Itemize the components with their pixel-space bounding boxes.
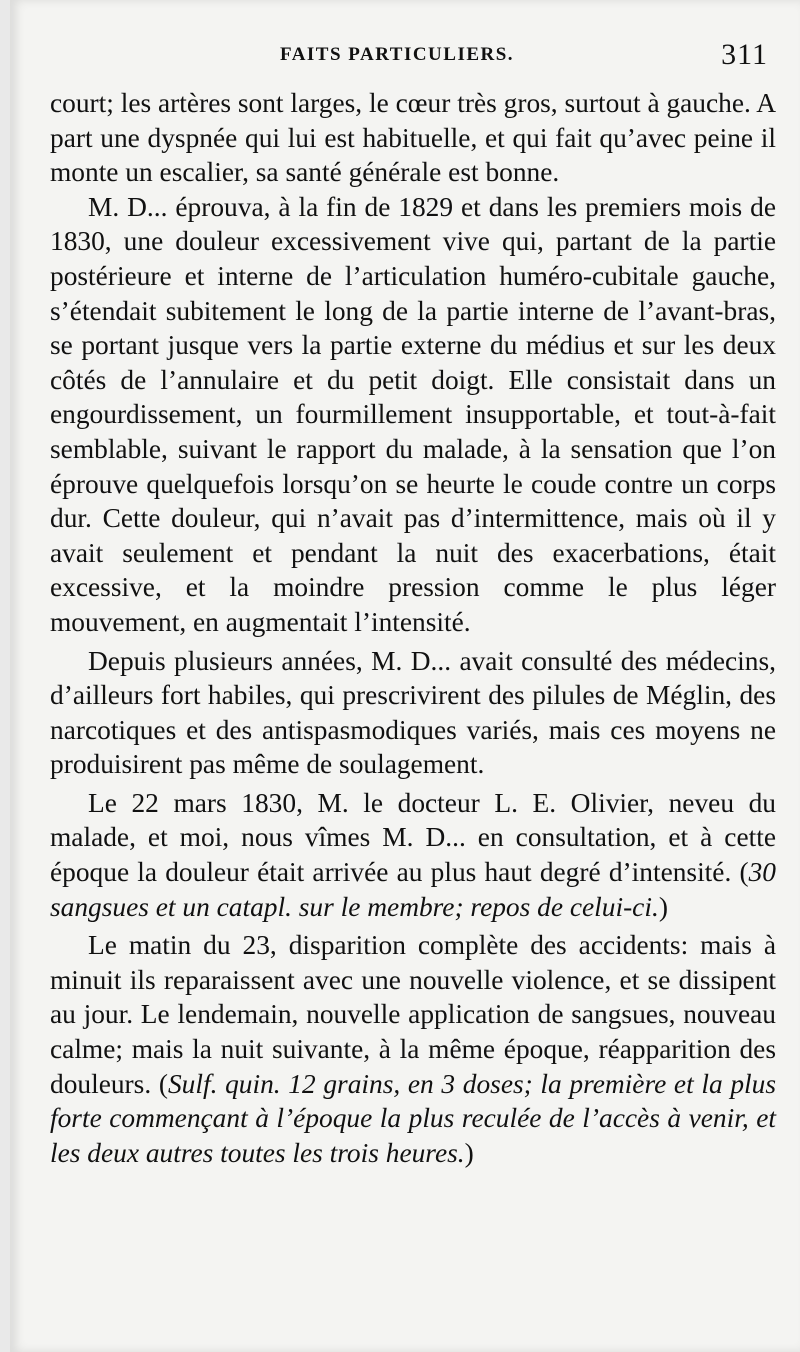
paragraph: Le matin du 23, disparition complète des accidents: mais à minuit ils reparaissent avec une nouvelle violence, et se dissipent au jour. Le lendemain, nouvelle application de sangsues, nouveau calme; mais la nuit suivante, à la même époque, réapparition des douleurs. (Sulf. quin. 12 grains, en 3 doses; la première et la plus forte commençant à l’époque la plus reculée de l’accès à venir, et les deux autres toutes les trois heures.) bbox=[50, 930, 776, 1168]
running-head: FAITS PARTICULIERS. bbox=[280, 44, 515, 65]
paragraph: Depuis plusieurs années, M. D... avait consulté des médecins, d’ailleurs fort habiles, qui prescrivirent des pilules de Méglin, des narcotiques et des antispasmodiques variés, mais ces moyens ne produisirent pas même de soulagement. bbox=[50, 645, 776, 780]
paragraph: Le 22 mars 1830, M. le docteur L. E. Olivier, neveu du malade, et moi, nous vîmes M. D... en consultation, et à cette époque la douleur était arrivée au plus haut degré d’intensité. (30 sangsues et un catapl. sur le membre; repos de celui-ci.) bbox=[50, 787, 776, 922]
paragraph: court; les artères sont larges, le cœur très gros, surtout à gauche. A part une dyspnée qui lui est habituelle, et qui fait qu’avec peine il monte un escalier, sa santé générale est bonne. bbox=[50, 88, 776, 188]
paragraph: M. D... éprouva, à la fin de 1829 et dans les premiers mois de 1830, une douleur excessivement vive qui, partant de la partie postérieure et interne de l’articulation huméro-cubitale gauche, s’étendait subitement le long de la partie interne de l’avant-bras, se portant jusque vers la partie externe du médius et sur les deux côtés de l’annulaire et du petit doigt. Elle consistait dans un engourdissement, un fourmillement insupportable, et tout-à-fait semblable, suivant le rapport du malade, à la sensation que l’on éprouve quelquefois lorsqu’on se heurte le coude contre un corps dur. Cette douleur, qui n’avait pas d’intermittence, mais où il y avait seulement et pendant la nuit des exacerbations, était excessive, et la moindre pression comme le plus léger mouvement, en augmentait l’intensité. bbox=[50, 191, 776, 637]
body-text bbox=[50, 86, 776, 1170]
page-number: 311 bbox=[721, 38, 768, 71]
prescription-note: 30 sangsues et un catapl. sur le membre; repos de celui-ci. bbox=[50, 857, 776, 922]
book-page bbox=[10, 0, 800, 1352]
prescription-note: Sulf. quin. 12 grains, en 3 doses; la première et la plus forte commençant à l’époque la plus reculée de l’accès à venir, et les deux autres toutes les trois heures. bbox=[50, 1068, 776, 1168]
page-header bbox=[50, 38, 776, 78]
